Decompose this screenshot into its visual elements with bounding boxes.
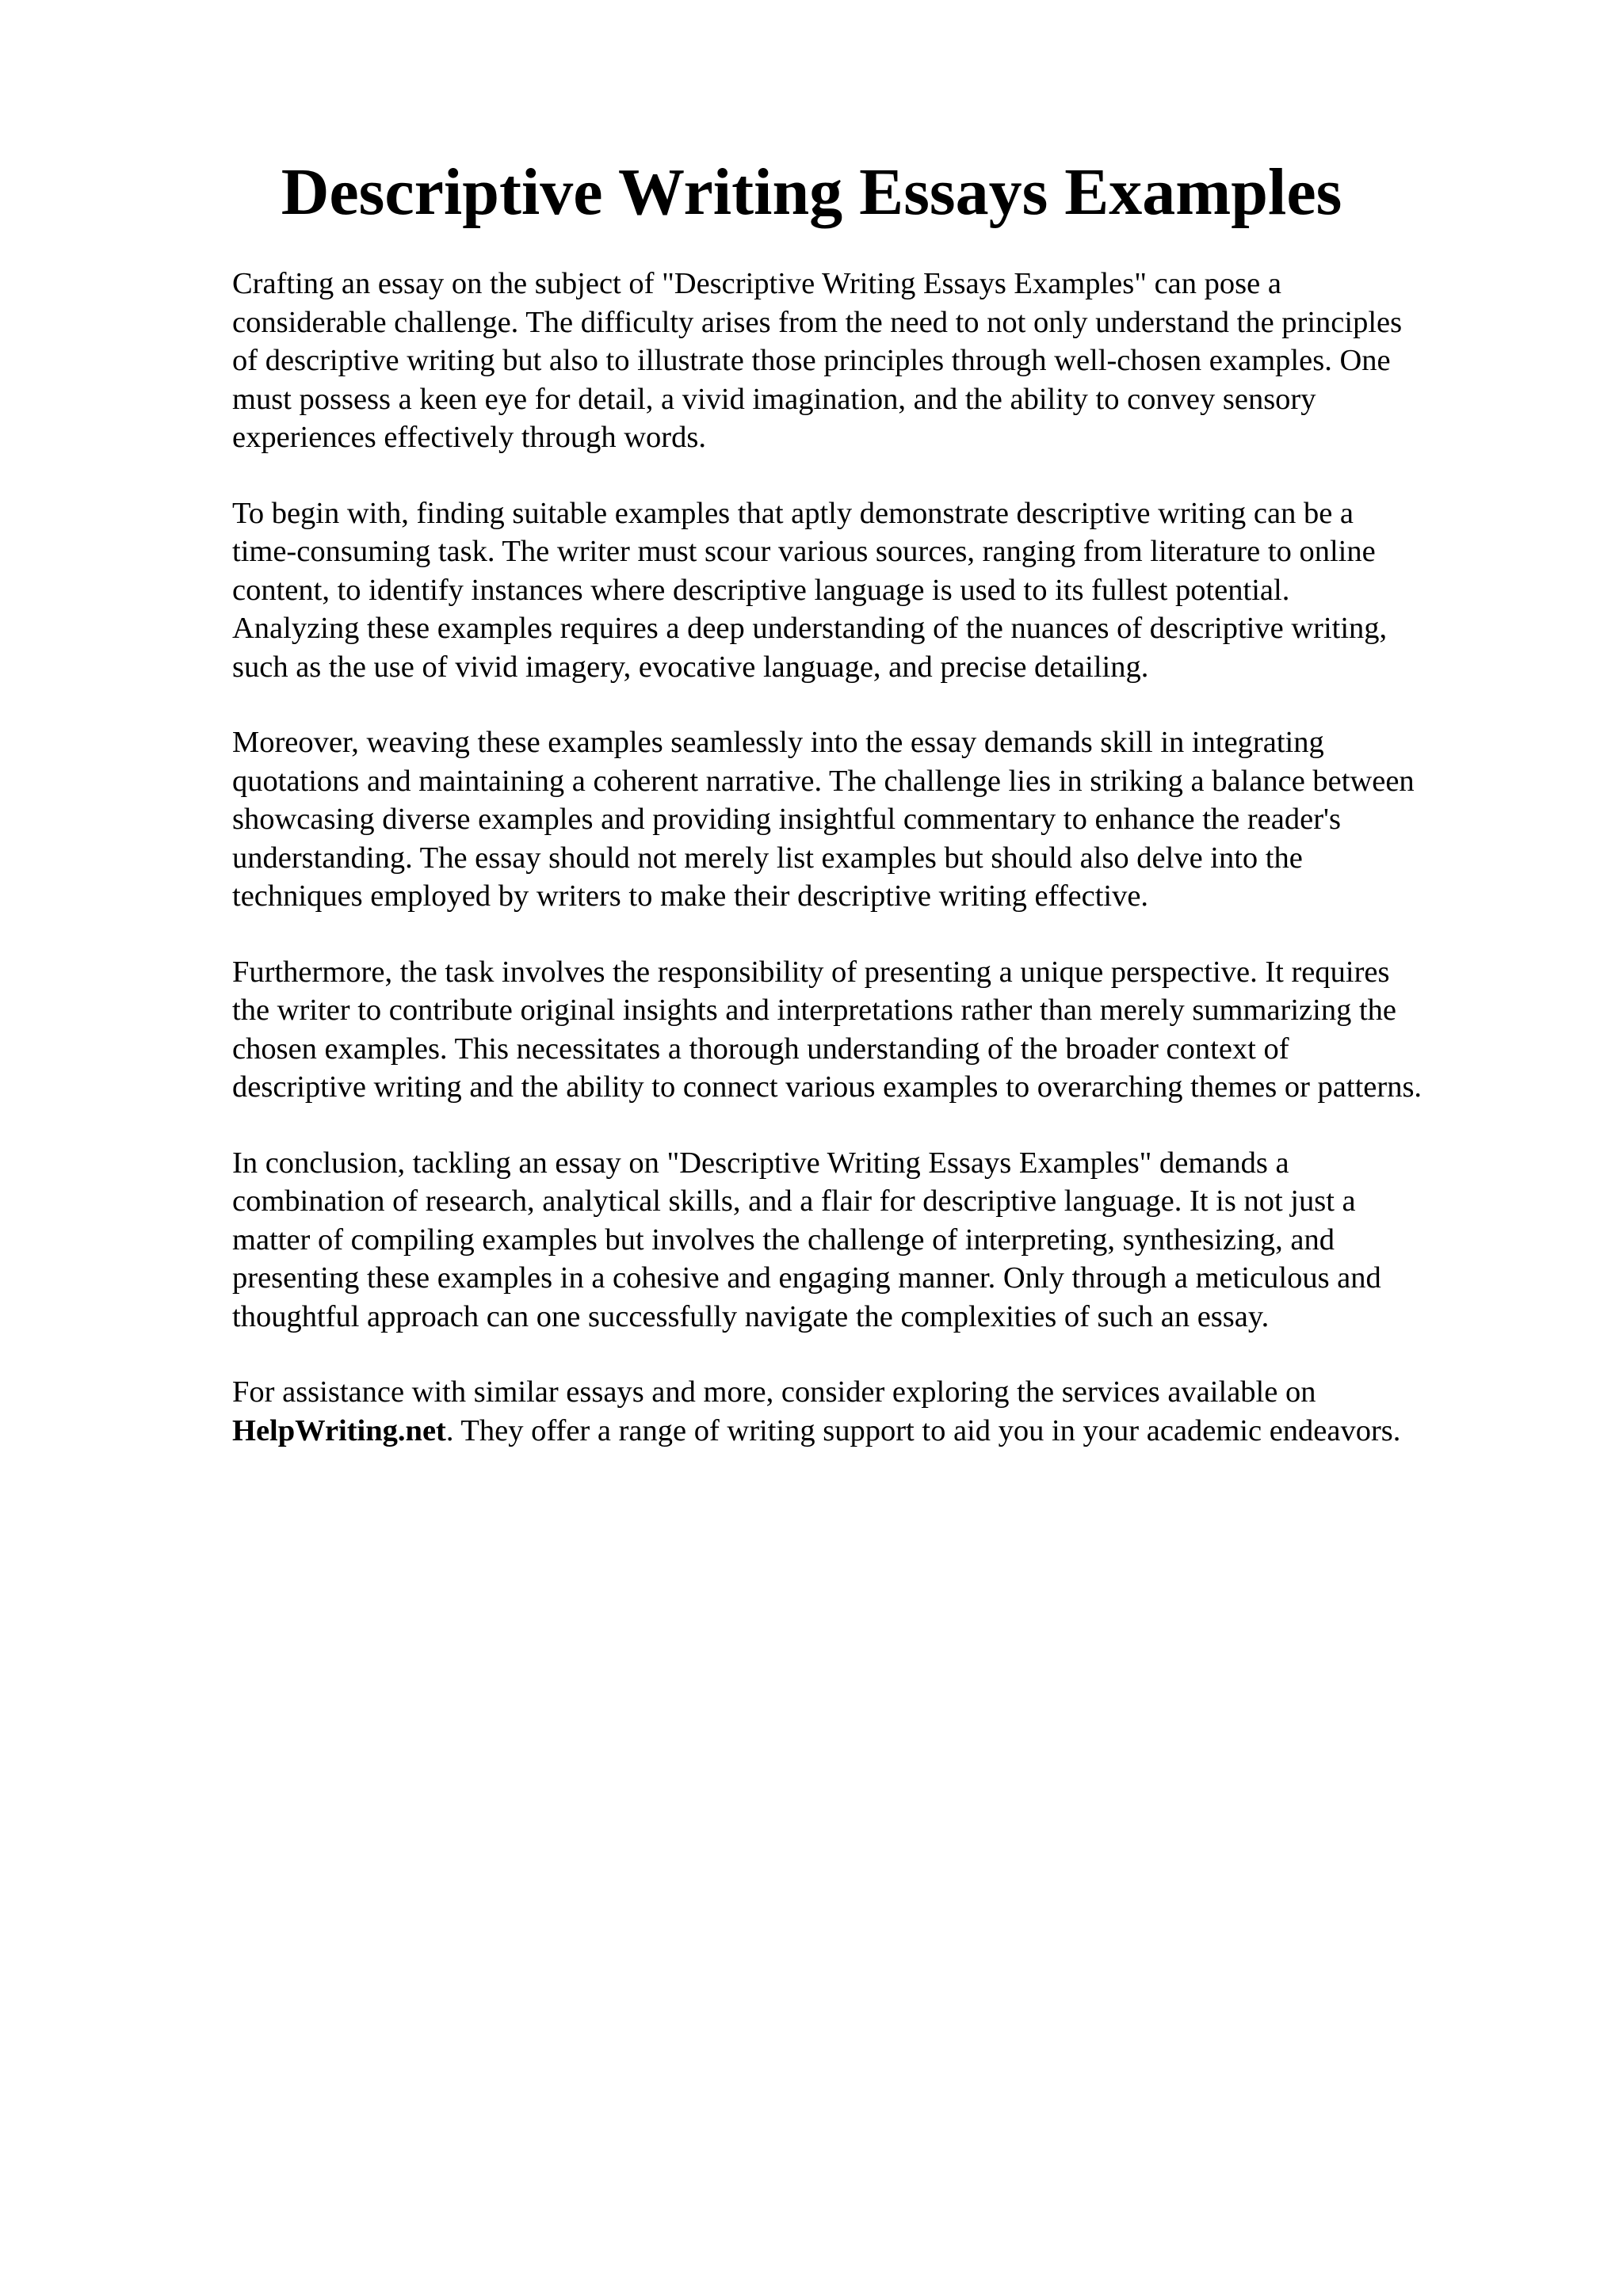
text-line: such as the use of vivid imagery, evocative language, and precise detailing. bbox=[232, 650, 1149, 684]
text-line: matter of compiling examples but involves the challenge of interpreting, synthesizing, and bbox=[232, 1222, 1335, 1257]
text-line: In conclusion, tackling an essay on "Descriptive Writing Essays Examples" demands a bbox=[232, 1146, 1289, 1180]
text-line: content, to identify instances where descriptive language is used to its fullest potential. bbox=[232, 573, 1290, 607]
text-line: techniques employed by writers to make their descriptive writing effective. bbox=[232, 879, 1149, 913]
paragraph-1 bbox=[232, 265, 1564, 457]
text-line: time-consuming task. The writer must scour various sources, ranging from literature to online bbox=[232, 535, 1376, 568]
text-line: considerable challenge. The difficulty arises from the need to not only understand the principles bbox=[232, 305, 1403, 339]
brand-name: HelpWriting.net bbox=[232, 1413, 446, 1447]
text-line: Furthermore, the task involves the responsibility of presenting a unique perspective. It requires bbox=[232, 955, 1390, 989]
text-line: experiences effectively through words. bbox=[232, 421, 706, 454]
paragraph-closing bbox=[232, 1373, 1564, 1450]
text-line: must possess a keen eye for detail, a vivid imagination, and the ability to convey sensory bbox=[232, 382, 1316, 416]
text-line: showcasing diverse examples and providing insightful commentary to enhance the reader's bbox=[232, 803, 1341, 836]
text-line: the writer to contribute original insights and interpretations rather than merely summarizing the bbox=[232, 994, 1396, 1027]
text-line: Analyzing these examples requires a deep understanding of the nuances of descriptive writing, bbox=[232, 612, 1388, 645]
text-line bbox=[232, 1412, 1564, 1451]
paragraph-3 bbox=[232, 723, 1564, 916]
text-line: Crafting an essay on the subject of "Descriptive Writing Essays Examples" can pose a bbox=[232, 267, 1281, 300]
paragraph-2 bbox=[232, 494, 1564, 687]
text-line: understanding. The essay should not merely list examples but should also delve into the bbox=[232, 841, 1303, 875]
text-line: presenting these examples in a cohesive and engaging manner. Only through a meticulous and bbox=[232, 1261, 1381, 1295]
text-line: For assistance with similar essays and more, consider exploring the services available on bbox=[232, 1375, 1316, 1409]
paragraph-5 bbox=[232, 1144, 1564, 1337]
text-line: To begin with, finding suitable examples that aptly demonstrate descriptive writing can be a bbox=[232, 496, 1354, 530]
text-line: chosen examples. This necessitates a thorough understanding of the broader context of bbox=[232, 1032, 1289, 1066]
text-line: combination of research, analytical skills, and a flair for descriptive language. It is not just a bbox=[232, 1184, 1356, 1218]
document-body bbox=[232, 265, 1564, 1487]
text-line: Moreover, weaving these examples seamlessly into the essay demands skill in integrating bbox=[232, 726, 1324, 759]
text-line: quotations and maintaining a coherent narrative. The challenge lies in striking a balance between bbox=[232, 764, 1415, 798]
paragraph-4 bbox=[232, 953, 1564, 1107]
closing-text: . They offer a range of writing support to aid you in your academic endeavors. bbox=[445, 1413, 1401, 1447]
text-line: descriptive writing and the ability to connect various examples to overarching themes or patterns. bbox=[232, 1070, 1423, 1104]
text-line: thoughtful approach can one successfully navigate the complexities of such an essay. bbox=[232, 1299, 1270, 1333]
document-title: Descriptive Writing Essays Examples bbox=[281, 155, 1342, 229]
text-line: of descriptive writing but also to illustrate those principles through well-chosen examples. One bbox=[232, 344, 1391, 377]
